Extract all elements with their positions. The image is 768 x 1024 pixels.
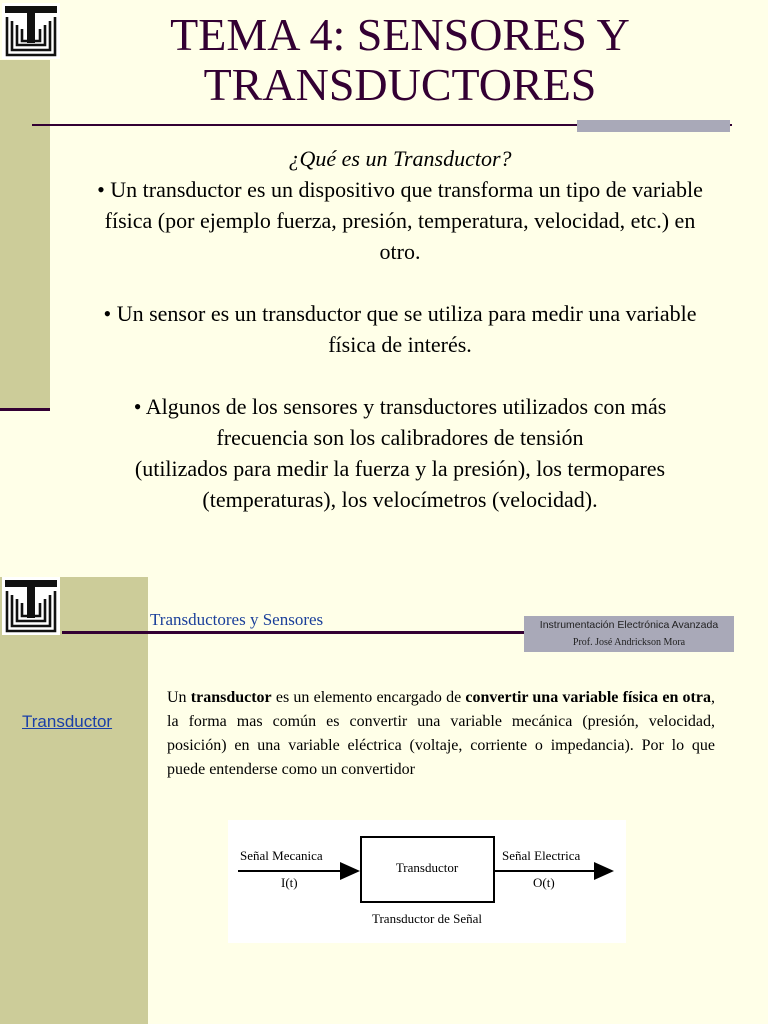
course-badge: Instrumentación Electrónica Avanzada xyxy=(524,616,734,634)
input-var: I(t) xyxy=(281,875,298,890)
sidebar-link-transductor[interactable]: Transductor xyxy=(22,712,113,731)
text-run-bold: transductor xyxy=(190,689,272,706)
paragraph-3-line2: frecuencia son los calibradores de tensión xyxy=(216,425,584,450)
professor-badge: Prof. José Andrickson Mora xyxy=(524,634,734,652)
input-arrowhead-icon xyxy=(340,862,360,880)
institution-logo-icon xyxy=(2,577,60,635)
paragraph-3-line1: • Algunos de los sensores y transductores utilizados con más xyxy=(133,394,667,419)
paragraph-1-line2: física (por ejemplo fuerza, presión, temperatura, velocidad, etc.) en xyxy=(104,208,696,233)
text-run: es un elemento encargado de xyxy=(271,689,466,706)
paragraph-2-line2: física de interés. xyxy=(328,332,472,357)
text-run-bold: convertir una variable física en otra xyxy=(465,689,711,706)
input-label: Señal Mecanica xyxy=(240,848,323,863)
box-label: Transductor xyxy=(395,860,459,875)
slide1-title-line2: TRANSDUCTORES xyxy=(203,59,597,110)
institution-logo-icon xyxy=(2,3,60,59)
paragraph-3-line3: (utilizados para medir la fuerza y la presión), los termopares xyxy=(134,456,666,481)
text-run: Un xyxy=(167,689,191,706)
output-label: Señal Electrica xyxy=(502,848,581,863)
output-var: O(t) xyxy=(533,875,555,890)
question-heading: ¿Qué es un Transductor? xyxy=(288,146,512,171)
output-arrowhead-icon xyxy=(594,862,614,880)
text-run: , la forma mas común es convertir una variable mecánica (presión, velocidad, posición) en una variable eléctrica (voltaje, corriente o impedancia). Por lo que puede entenderse como un convertidor xyxy=(167,689,715,778)
slide2-title: Transductores y Sensores xyxy=(150,610,324,629)
diagram-caption: Transductor de Señal xyxy=(371,911,483,926)
slide1-title-line1: TEMA 4: SENSORES Y xyxy=(170,9,630,60)
transducer-diagram xyxy=(228,820,626,943)
slide1-title xyxy=(110,10,690,110)
slide1-body xyxy=(40,143,760,515)
paragraph-3-line4: (temperaturas), los velocímetros (velocidad). xyxy=(202,487,598,512)
definition-paragraph xyxy=(167,686,715,782)
slide2-sidebar xyxy=(0,577,148,1024)
paragraph-1-line3: otro. xyxy=(379,239,421,264)
paragraph-2-line1: • Un sensor es un transductor que se utiliza para medir una variable xyxy=(103,301,697,326)
title-accent-bar xyxy=(577,120,730,132)
paragraph-1-line1: • Un transductor es un dispositivo que transforma un tipo de variable xyxy=(97,177,703,202)
